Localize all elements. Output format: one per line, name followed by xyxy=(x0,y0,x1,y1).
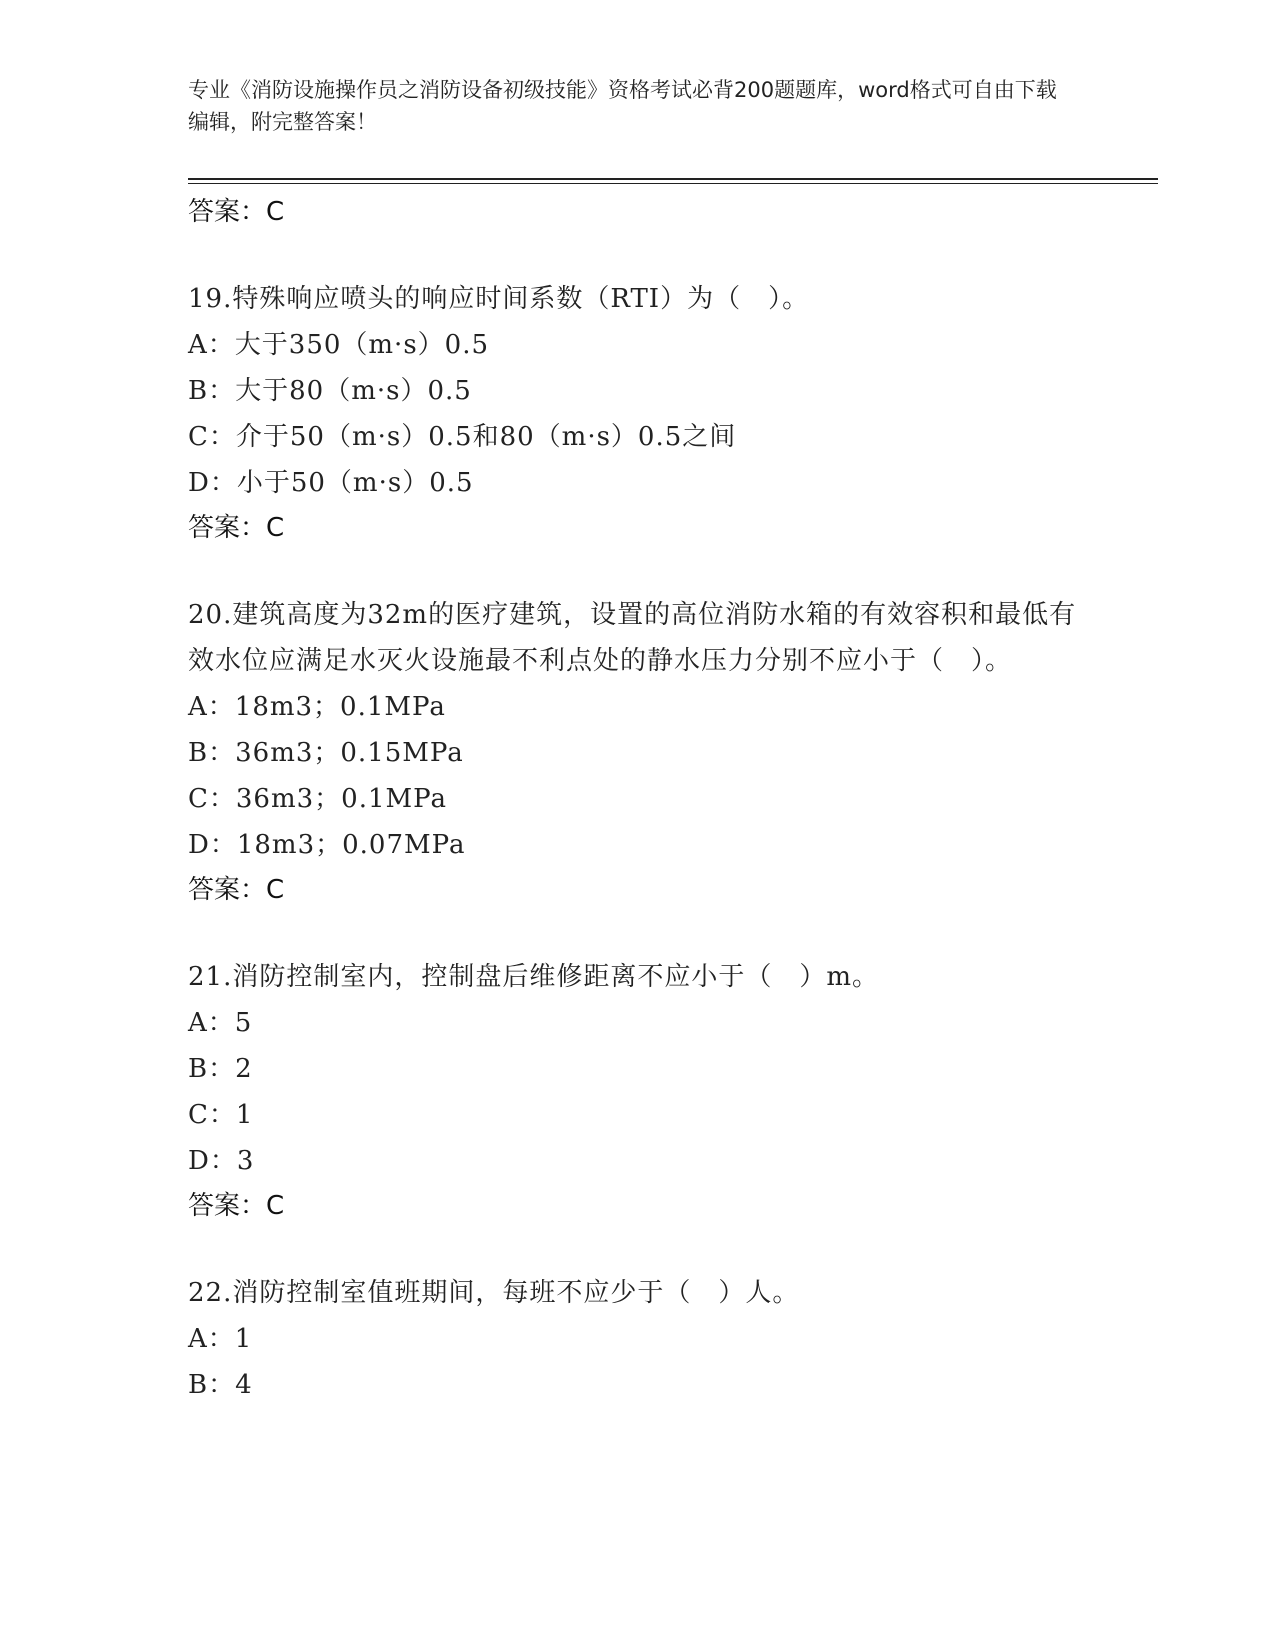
question-20-answer: 答案：C xyxy=(188,875,285,905)
spacer xyxy=(188,1228,1088,1270)
question-22-option-a: A：1 xyxy=(188,1324,253,1354)
spacer xyxy=(188,234,1088,276)
question-21-option-a: A：5 xyxy=(188,1008,253,1038)
question-19-option-c: C：介于50（m·s）0.5和80（m·s）0.5之间 xyxy=(188,422,737,452)
header-rule-thin xyxy=(188,183,1158,184)
question-19-stem: 19.特殊响应喷头的响应时间系数（RTI）为（ ）。 xyxy=(188,284,810,314)
question-22-stem: 22.消防控制室值班期间，每班不应少于（ ）人。 xyxy=(188,1278,800,1308)
question-20-option-d: D：18m3；0.07MPa xyxy=(188,830,466,860)
question-22-option-b: B：4 xyxy=(188,1370,253,1400)
header-rule-thick xyxy=(188,178,1158,180)
question-20-option-a: A：18m3；0.1MPa xyxy=(188,692,446,722)
question-21-stem: 21.消防控制室内，控制盘后维修距离不应小于（ ）m。 xyxy=(188,962,880,992)
question-21-option-d: D：3 xyxy=(188,1146,255,1176)
spacer xyxy=(188,550,1088,592)
question-21-option-b: B：2 xyxy=(188,1054,253,1084)
question-19-answer: 答案：C xyxy=(188,513,285,543)
question-20-option-c: C：36m3；0.1MPa xyxy=(188,784,447,814)
question-19-option-b: B：大于80（m·s）0.5 xyxy=(188,376,472,406)
question-20-stem: 20.建筑高度为32m的医疗建筑，设置的高位消防水箱的有效容积和最低有效水位应满足水灭火设施最不利点处的静水压力分别不应小于（ ）。 xyxy=(188,600,1077,676)
question-21-answer: 答案：C xyxy=(188,1191,285,1221)
question-19-option-a: A：大于350（m·s）0.5 xyxy=(188,330,490,360)
answer-prev: 答案：C xyxy=(188,197,285,227)
document-body xyxy=(188,190,1088,1408)
spacer xyxy=(188,912,1088,954)
question-20-option-b: B：36m3；0.15MPa xyxy=(188,738,464,768)
document-header: 专业《消防设施操作员之消防设备初级技能》资格考试必背200题题库，word格式可自由下载编辑，附完整答案！ xyxy=(188,78,1057,134)
question-19-option-d: D：小于50（m·s）0.5 xyxy=(188,468,474,498)
question-21-option-c: C：1 xyxy=(188,1100,254,1130)
